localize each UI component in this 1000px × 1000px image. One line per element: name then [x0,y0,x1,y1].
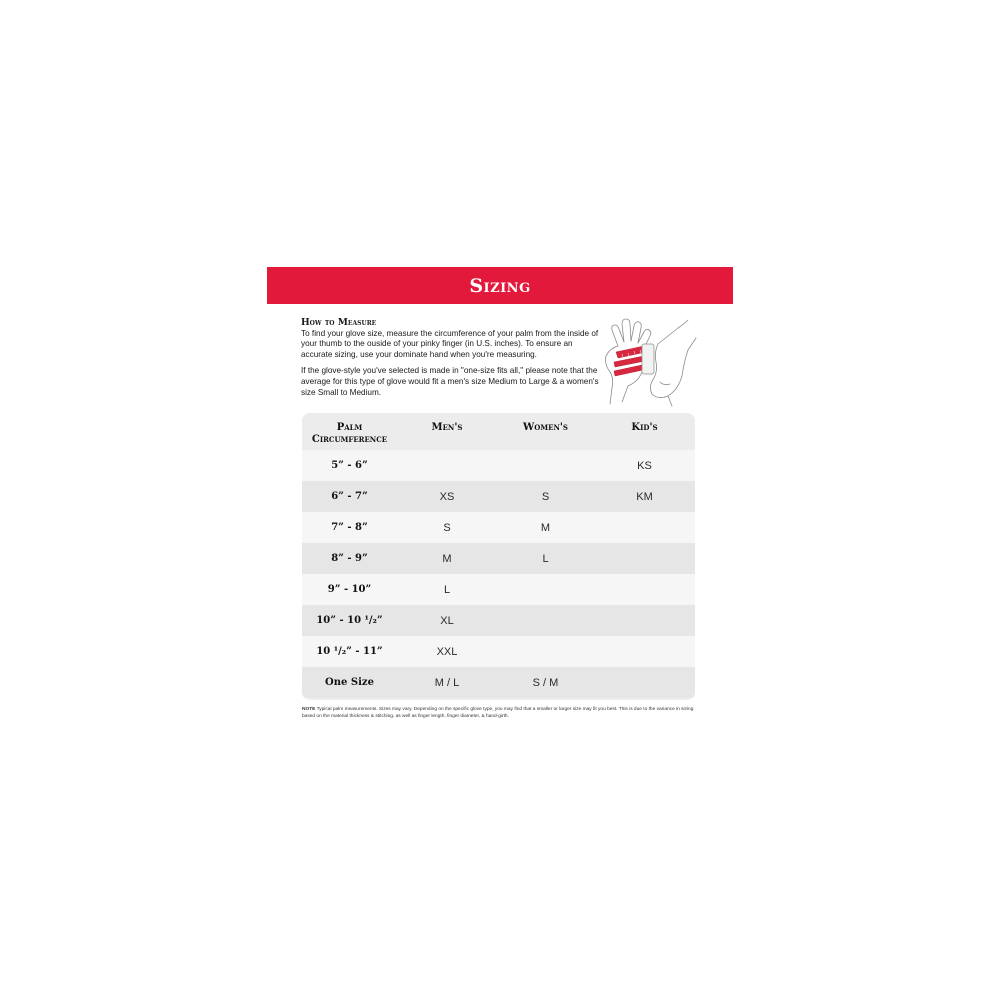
header-mens: Men's [431,422,463,433]
palm-range: 9” - 10” [327,584,372,595]
kids-size: KS [637,459,652,472]
table-header-row [302,413,695,450]
mens-size: XXL [436,645,458,658]
footnote [302,706,697,720]
palm-range: 10 ¹/₂” - 11” [316,646,383,657]
womens-size: L [542,552,549,565]
palm-range: 10” - 10 ¹/₂” [316,615,383,626]
womens-size: S [541,490,550,503]
one-size-paragraph: If the glove-style you've selected is made in "one-size fits all," please note that the average for this type of glove would fit a men's size Medium to Large & a women's size Small to Medium. [301,366,599,397]
table-row [302,481,695,512]
table-row [302,574,695,605]
page-title: Sizing [469,274,531,297]
table-row [302,605,695,636]
womens-size: S / M [532,676,559,689]
table-row [302,667,695,698]
header-palm-circumference: Palm Circumference [311,422,388,445]
mens-size: L [443,583,451,596]
note-label: NOTE [302,707,316,712]
palm-range: 7” - 8” [331,522,368,533]
table-row [302,636,695,667]
hand-measuring-icon [598,316,698,408]
table-row [302,512,695,543]
palm-range: 8” - 9” [331,553,368,564]
mens-size: M / L [434,676,460,689]
mens-size: XL [440,614,454,627]
size-chart-table [302,413,695,700]
measure-paragraph: To find your glove size, measure the circumference of your palm from the inside of your thumb to the ouside of your pinky finger (in U.S. inches). To ensure an accurate sizing, use your dominate hand when you're measuring. [301,328,599,359]
palm-range: One Size [325,677,374,688]
table-row [302,543,695,574]
how-to-measure-heading: How to Measure [301,317,377,328]
womens-size: M [540,521,551,534]
mens-size: S [443,521,451,534]
palm-range: 5” - 6” [331,460,368,471]
sizing-banner [267,267,733,304]
mens-size: M [442,552,452,565]
header-womens: Women's [523,422,568,433]
kids-size: KM [636,490,653,503]
palm-range: 6” - 7” [331,491,368,502]
note-text: Typical palm measurements. Sizes may vary. Depending on the specific glove type, you may find that a smaller or larger size may fit you best. This is due to the variance in sizing based on the material thickness & stitching, as well as finger length, finger diameter, & hand-girth. [302,707,694,719]
table-row [302,450,695,481]
measure-instructions [301,318,601,404]
header-kids: Kid's [631,422,658,433]
mens-size: XS [439,490,455,503]
